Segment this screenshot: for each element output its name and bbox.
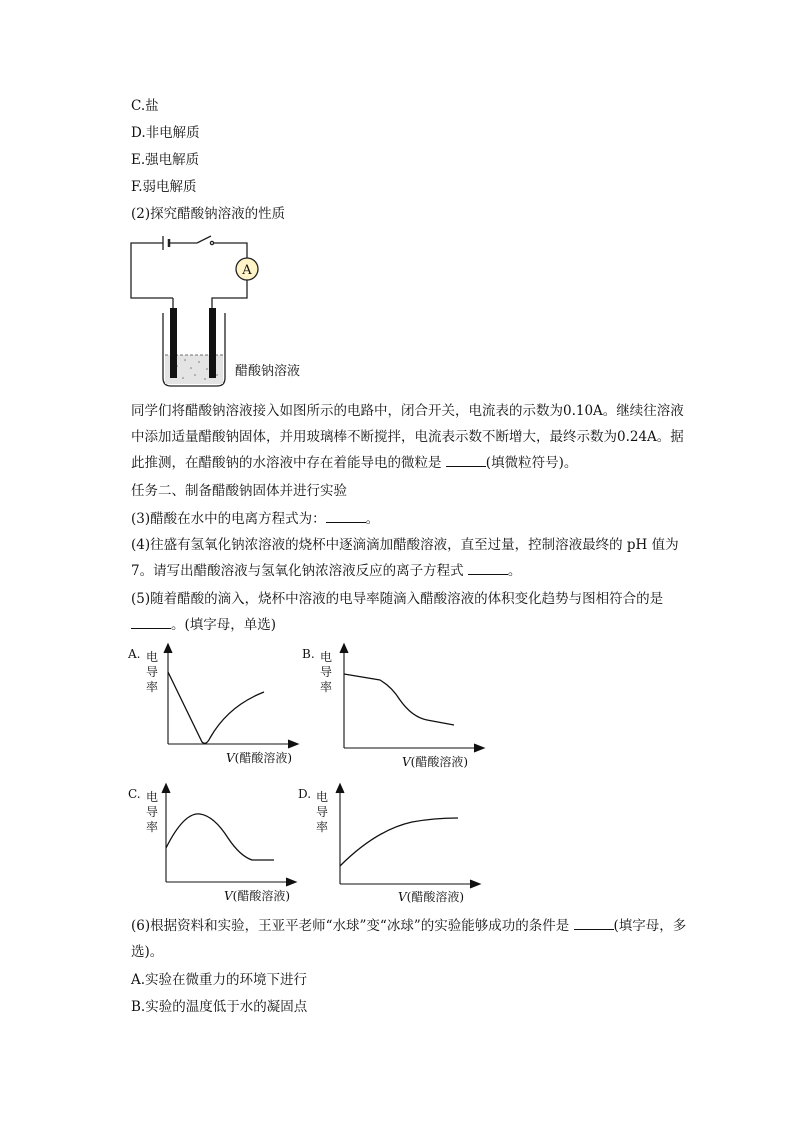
question-5-text-end: 。(填字母，单选) [171,617,277,633]
graph-b-label: B. [302,647,315,661]
graph-d-ylabel-1: 电 [316,790,329,804]
graph-a-curve [168,672,264,743]
electrode-right [209,308,216,378]
graph-c-ylabel-1: 电 [146,790,159,804]
question-5 [131,586,691,638]
question-5-text: (5)随着醋酸的滴入，烧杯中溶液的电导率随滴入醋酸溶液的体积变化趋势与图相符合的是 [131,591,664,607]
svg-text:V(醋酸溶液) [224,888,290,903]
circuit-diagram [125,228,355,393]
svg-text:V(醋酸溶液) [402,754,468,769]
option-c: C.盐 [131,98,159,114]
graph-c-ylabel-2: 导 [146,805,159,819]
graph-d-xlabel-v: V [398,890,407,904]
graph-b-xlabel: (醋酸溶液) [410,755,469,769]
question-4-text: (4)往盛有氢氧化钠浓溶液的烧杯中逐滴滴加醋酸溶液，直至过量，控制溶液最终的 pH 值为7。请写出醋酸溶液与氢氧化钠浓溶液反应的离子方程式 [131,537,679,579]
ammeter-icon [236,258,258,280]
graph-c-curve [166,814,274,860]
graph-a-xlabel-v: V [226,751,235,765]
question-2-title: (2)探究醋酸钠溶液的性质 [131,206,286,222]
task-2-heading: 任务二、制备醋酸钠固体并进行实验 [131,483,347,499]
answer-blank-4[interactable] [468,560,508,575]
question-2-text-end: (填微粒符号)。 [485,455,578,471]
graph-c-label: C. [128,787,141,801]
graph-c-ylabel-3: 率 [146,820,159,834]
graph-a-ylabel-1: 电 [146,650,159,664]
answer-blank-2[interactable] [446,452,486,467]
svg-text:V(醋酸溶液) [398,889,464,904]
question-4-text-end: 。 [507,563,522,579]
question-6 [131,913,691,965]
graph-a-ylabel-2: 导 [146,665,159,679]
answer-blank-3[interactable] [326,508,366,523]
graph-d-curve [340,818,458,866]
electrode-left [170,308,177,378]
graph-a-ylabel-3: 率 [146,680,159,694]
graph-b-ylabel-2: 导 [320,665,333,679]
graph-b-xlabel-v: V [402,755,411,769]
option-a-bottom: A.实验在微重力的环境下进行 [131,972,308,988]
solution-label: 醋酸钠溶液 [235,364,301,379]
option-d: D.非电解质 [131,125,200,141]
graph-b-ylabel-1: 电 [320,650,333,664]
question-6-text: (6)根据资料和实验，王亚平老师“水球”变“冰球”的实验能够成功的条件是 [131,918,574,934]
svg-text:V(醋酸溶液) [226,750,292,765]
option-e: E.强电解质 [131,152,200,168]
question-2-body [131,398,691,476]
graph-c-xlabel: (醋酸溶液) [232,889,291,903]
graph-a-xlabel: (醋酸溶液) [234,751,293,765]
option-f: F.弱电解质 [131,179,197,195]
graph-d-ylabel-3: 率 [316,820,329,834]
question-3 [131,508,379,529]
graph-b-curve [344,674,454,725]
graph-a [128,642,303,767]
question-4 [131,532,691,584]
question-6-text-end: (填字母，多选)。 [131,918,687,960]
ammeter-label: A [242,263,252,278]
graph-d-label: D. [298,787,312,801]
answer-blank-6[interactable] [574,915,614,930]
option-b-bottom: B.实验的温度低于水的凝固点 [131,999,308,1015]
graph-d [298,782,488,912]
question-3-text-end: 。 [365,511,380,527]
graph-c [128,782,303,907]
graph-b [302,642,492,772]
graph-d-xlabel: (醋酸溶液) [406,890,465,904]
graph-a-label: A. [128,647,141,661]
graph-b-ylabel-3: 率 [320,680,333,694]
graph-d-ylabel-2: 导 [316,805,329,819]
question-3-text: (3)醋酸在水中的电离方程式为： [131,511,326,527]
question-2-text: 同学们将醋酸钠溶液接入如图所示的电路中，闭合开关，电流表的示数为0.10A。继续往溶液中添加适量醋酸钠固体，并用玻璃棒不断搅拌，电流表示数不断增大，最终示数为0.24A。据此推测，在醋酸钠的水溶液中存在着能导电的微粒是 [131,403,684,471]
answer-blank-5[interactable] [131,614,171,629]
graph-c-xlabel-v: V [224,889,233,903]
